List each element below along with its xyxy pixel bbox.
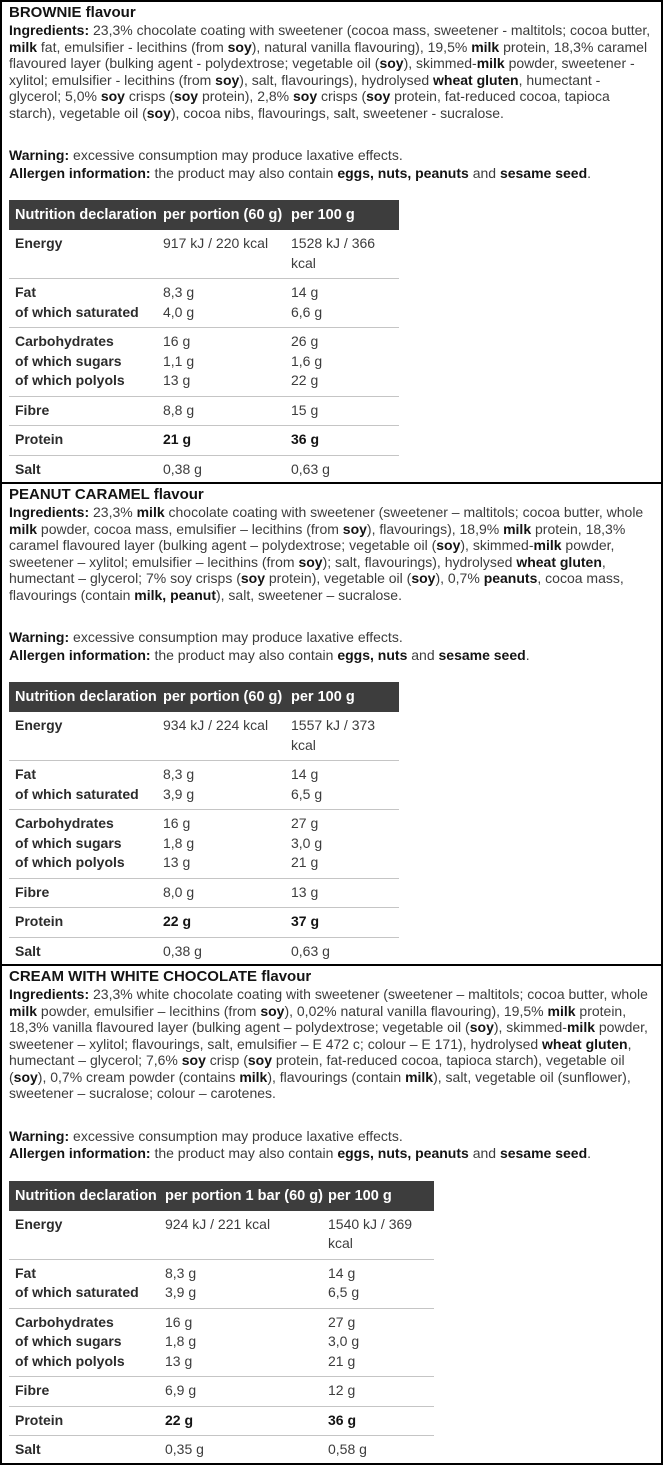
- nutrient-label: of which polyols: [15, 1352, 125, 1369]
- per-100g-value: 27 g: [328, 1313, 356, 1330]
- nutrition-row: [9, 912, 399, 932]
- ingredients-text: Ingredients: 23,3% milk chocolate coating with sweetener (sweetener – maltitols; cocoa butter, whole milk powder, cocoa mass, emulsifier – lecithins (from soy), flavourings), 18,9% milk protein, 18,3% caramel flavoured layer (bulking agent – polydextrose; vegetable oil (soy), skimmed-milk powder, sweetener – xylitol; emulsifier – lecithins (from soy); salt, flavourings), hydrolysed wheat gluten, humectant – glycerol; 7% soy crisps (soy protein), vegetable oil (soy), 0,7% peanuts, cocoa mass, flavourings (contain milk, peanut), salt, sweetener – sucralose.: [9, 504, 644, 603]
- nutrition-row: [9, 1440, 434, 1460]
- allergen-text: Allergen information: the product may also contain eggs, nuts, peanuts and sesame seed.: [9, 164, 592, 181]
- nutrition-table: [9, 200, 399, 482]
- column-header-per-portion: per portion 1 bar (60 g): [165, 1187, 323, 1204]
- per-portion-value: 917 kJ / 220 kcal: [163, 235, 269, 251]
- flavour-title: BROWNIE flavour: [9, 4, 136, 21]
- per-100g-value: 12 g: [328, 1382, 356, 1398]
- nutrition-row-group: [9, 761, 399, 810]
- per-100g-value: 21 g: [328, 1352, 356, 1369]
- per-100g-value: 1528 kJ / 366 kcal: [291, 235, 376, 271]
- column-header-per-100g: per 100 g: [328, 1187, 392, 1204]
- column-header-nutrient: Nutrition declaration: [15, 689, 157, 705]
- nutrition-row-group: [9, 456, 399, 483]
- per-portion-value: 21 g: [163, 431, 192, 447]
- nutrition-row: [9, 834, 399, 854]
- nutrition-table: [9, 1181, 434, 1463]
- flavour-section: [0, 0, 663, 484]
- per-100g-value: 21 g: [291, 854, 319, 870]
- nutrition-row-group: [9, 1211, 434, 1260]
- nutrition-table-header-row: [9, 682, 399, 712]
- per-100g-value: 22 g: [291, 372, 319, 388]
- nutrition-row: [9, 352, 399, 372]
- nutrient-label: Carbohydrates: [15, 815, 114, 831]
- per-100g-value: 13 g: [291, 883, 319, 900]
- nutrition-row-group: [9, 712, 399, 761]
- nutrition-row-group: [9, 1436, 434, 1463]
- nutrient-label: Carbohydrates: [15, 1313, 114, 1330]
- per-portion-value: 1,8 g: [163, 834, 195, 851]
- nutrition-row: [9, 716, 399, 755]
- per-portion-value: 8,0 g: [163, 883, 195, 900]
- nutrition-row: [9, 1332, 434, 1352]
- nutrient-label: of which saturated: [15, 1284, 139, 1300]
- nutrition-row-group: [9, 810, 399, 879]
- flavour-section: [0, 482, 663, 966]
- per-portion-value: 22 g: [163, 913, 192, 929]
- nutrient-label: Fat: [15, 284, 36, 300]
- nutrient-label: Fat: [15, 1264, 36, 1281]
- per-100g-value: 0,63 g: [291, 942, 330, 959]
- allergen-text: Allergen information: the product may also contain eggs, nuts, peanuts and sesame seed.: [9, 1145, 592, 1161]
- per-portion-value: 16 g: [163, 815, 191, 831]
- nutrient-label: of which saturated: [15, 785, 139, 802]
- per-portion-value: 13 g: [163, 372, 191, 388]
- nutrition-row-group: [9, 1377, 434, 1407]
- warning-text: Warning: excessive consumption may produce laxative effects.: [9, 147, 403, 163]
- per-100g-value: 15 g: [291, 401, 319, 418]
- nutrient-label: Fibre: [15, 401, 50, 418]
- nutrition-table-header-row: [9, 1181, 434, 1211]
- nutrient-label: Salt: [15, 460, 41, 477]
- nutrition-row-group: [9, 397, 399, 427]
- nutrition-table-body: [9, 1211, 434, 1463]
- nutrition-row: [9, 303, 399, 323]
- per-100g-value: 36 g: [328, 1411, 357, 1428]
- per-portion-value: 924 kJ / 221 kcal: [165, 1215, 271, 1232]
- nutrition-row: [9, 1264, 434, 1284]
- nutrition-table-header: [9, 1181, 434, 1211]
- nutrition-row: [9, 371, 399, 391]
- nutrition-table-body: [9, 712, 399, 964]
- column-header-per-portion: per portion (60 g): [163, 207, 283, 223]
- per-portion-value: 8,8 g: [163, 401, 195, 418]
- flavour-section: [0, 964, 663, 1465]
- nutrition-row-group: [9, 1407, 434, 1437]
- nutrient-label: of which sugars: [15, 352, 122, 369]
- nutrition-row-group: [9, 279, 399, 328]
- per-portion-value: 8,3 g: [163, 766, 195, 782]
- per-portion-value: 0,35 g: [165, 1441, 204, 1457]
- nutrient-label: Fibre: [15, 1382, 50, 1398]
- nutrition-row: [9, 460, 399, 480]
- per-100g-value: 3,0 g: [328, 1333, 360, 1349]
- column-header-nutrient: Nutrition declaration: [15, 207, 157, 223]
- nutrition-row: [9, 883, 399, 903]
- nutrition-row-group: [9, 1260, 434, 1309]
- nutrient-label: Energy: [15, 1215, 63, 1232]
- per-portion-value: 8,3 g: [165, 1264, 197, 1281]
- nutrition-row: [9, 1381, 434, 1401]
- flavour-title: CREAM WITH WHITE CHOCOLATE flavour: [9, 968, 312, 985]
- nutrition-row: [9, 765, 399, 785]
- nutrient-label: Fibre: [15, 883, 50, 900]
- nutrition-row: [9, 1313, 434, 1333]
- nutrition-row-group: [9, 938, 399, 965]
- per-100g-value: 1540 kJ / 369 kcal: [328, 1215, 413, 1251]
- nutrient-label: Protein: [15, 1411, 64, 1428]
- nutrition-row: [9, 1215, 434, 1254]
- per-100g-value: 27 g: [291, 815, 319, 831]
- nutrient-label: Energy: [15, 717, 63, 733]
- per-portion-value: 6,9 g: [165, 1382, 197, 1398]
- nutrition-row-group: [9, 879, 399, 909]
- nutrition-table-header-row: [9, 200, 399, 230]
- nutrient-label: of which sugars: [15, 834, 122, 851]
- per-portion-value: 934 kJ / 224 kcal: [163, 717, 269, 733]
- nutrition-table-header: [9, 200, 399, 230]
- nutrition-row: [9, 814, 399, 834]
- nutrition-table-header: [9, 682, 399, 712]
- nutrient-label: Protein: [15, 431, 64, 447]
- nutrient-label: of which polyols: [15, 372, 125, 388]
- nutrient-label: of which saturated: [15, 303, 139, 320]
- nutrition-row-group: [9, 230, 399, 279]
- nutrition-row-group: [9, 908, 399, 938]
- nutrition-row: [9, 332, 399, 352]
- per-100g-value: 14 g: [291, 766, 319, 782]
- per-100g-value: 14 g: [328, 1264, 356, 1281]
- nutrient-label: Salt: [15, 942, 41, 959]
- nutrition-row: [9, 853, 399, 873]
- flavour-title: PEANUT CARAMEL flavour: [9, 486, 204, 503]
- per-100g-value: 3,0 g: [291, 834, 323, 851]
- per-100g-value: 1557 kJ / 373 kcal: [291, 717, 376, 753]
- nutrient-label: Fat: [15, 766, 36, 782]
- nutrition-row: [9, 234, 399, 273]
- per-portion-value: 1,8 g: [165, 1333, 197, 1349]
- nutrition-row: [9, 283, 399, 303]
- per-100g-value: 1,6 g: [291, 352, 323, 369]
- per-portion-value: 22 g: [165, 1411, 194, 1428]
- column-header-per-portion: per portion (60 g): [163, 689, 283, 705]
- nutrition-row: [9, 401, 399, 421]
- nutrient-label: Protein: [15, 913, 64, 929]
- per-portion-value: 13 g: [165, 1352, 193, 1369]
- nutrition-row-group: [9, 1309, 434, 1378]
- nutrition-row: [9, 1283, 434, 1303]
- per-portion-value: 3,9 g: [163, 785, 195, 802]
- per-portion-value: 16 g: [163, 333, 191, 349]
- nutrition-row-group: [9, 328, 399, 397]
- per-100g-value: 6,5 g: [291, 785, 323, 802]
- nutrition-table-body: [9, 230, 399, 482]
- nutrition-row: [9, 1352, 434, 1372]
- column-header-nutrient: Nutrition declaration: [15, 1187, 157, 1204]
- nutrient-label: Energy: [15, 235, 63, 251]
- nutrition-row: [9, 1411, 434, 1431]
- per-100g-value: 26 g: [291, 333, 319, 349]
- per-portion-value: 1,1 g: [163, 352, 195, 369]
- nutrient-label: of which polyols: [15, 854, 125, 870]
- per-portion-value: 3,9 g: [165, 1284, 197, 1300]
- column-header-per-100g: per 100 g: [291, 207, 355, 223]
- nutrition-row-group: [9, 426, 399, 456]
- nutrition-row: [9, 430, 399, 450]
- allergen-text: Allergen information: the product may also contain eggs, nuts and sesame seed.: [9, 646, 530, 663]
- nutrition-table: [9, 682, 399, 964]
- nutrition-row: [9, 785, 399, 805]
- per-100g-value: 36 g: [291, 431, 320, 447]
- per-100g-value: 6,5 g: [328, 1284, 360, 1300]
- per-portion-value: 0,38 g: [163, 460, 202, 477]
- per-100g-value: 0,58 g: [328, 1441, 367, 1457]
- per-portion-value: 16 g: [165, 1313, 193, 1330]
- nutrient-label: Carbohydrates: [15, 333, 114, 349]
- warning-text: Warning: excessive consumption may produce laxative effects.: [9, 1127, 403, 1144]
- ingredients-text: Ingredients: 23,3% chocolate coating with sweetener (cocoa mass, sweetener - maltitols; cocoa butter, milk fat, emulsifier - lecithins (from soy), natural vanilla flavouring), 19,5% milk protein, 18,3% caramel flavoured layer (bulking agent - polydextrose; vegetable oil (soy), skimmed-milk powder, sweetener - xylitol; emulsifier - lecithins (from soy), salt, flavourings), hydrolysed wheat gluten, humectant - glycerol; 5,0% soy crisps (soy protein), 2,8% soy crisps (soy protein, fat-reduced cocoa, tapioca starch), vegetable oil (soy), cocoa nibs, flavourings, salt, sweetener - sucralose.: [9, 22, 651, 121]
- nutrient-label: of which sugars: [15, 1333, 122, 1349]
- per-100g-value: 6,6 g: [291, 303, 323, 320]
- per-100g-value: 37 g: [291, 913, 320, 929]
- per-portion-value: 4,0 g: [163, 303, 195, 320]
- per-portion-value: 0,38 g: [163, 942, 202, 959]
- nutrient-label: Salt: [15, 1441, 41, 1457]
- per-portion-value: 13 g: [163, 854, 191, 870]
- nutrition-row: [9, 942, 399, 962]
- per-100g-value: 0,63 g: [291, 460, 330, 477]
- per-portion-value: 8,3 g: [163, 284, 195, 300]
- ingredients-text: Ingredients: 23,3% white chocolate coating with sweetener (sweetener – maltitols; cocoa butter, whole milk powder, emulsifier – lecithins (from soy), 0,02% natural vanilla flavouring), 19,5% milk protein, 18,3% vanilla flavoured layer (bulking agent – polydextrose; vegetable oil (soy), skimmed-milk powder, sweetener – xylitol; flavourings, salt, emulsifier – E 472 c; colour – E 171), hydrolysed wheat gluten, humectant – glycerol; 7,6% soy crisp (soy protein, fat-reduced cocoa, tapioca starch), vegetable oil (soy), 0,7% cream powder (contains milk), flavourings (contain milk), salt, vegetable oil (sunflower), sweetener – sucralose; colour – carotenes.: [9, 986, 648, 1101]
- per-100g-value: 14 g: [291, 284, 319, 300]
- column-header-per-100g: per 100 g: [291, 689, 355, 705]
- warning-text: Warning: excessive consumption may produce laxative effects.: [9, 629, 403, 645]
